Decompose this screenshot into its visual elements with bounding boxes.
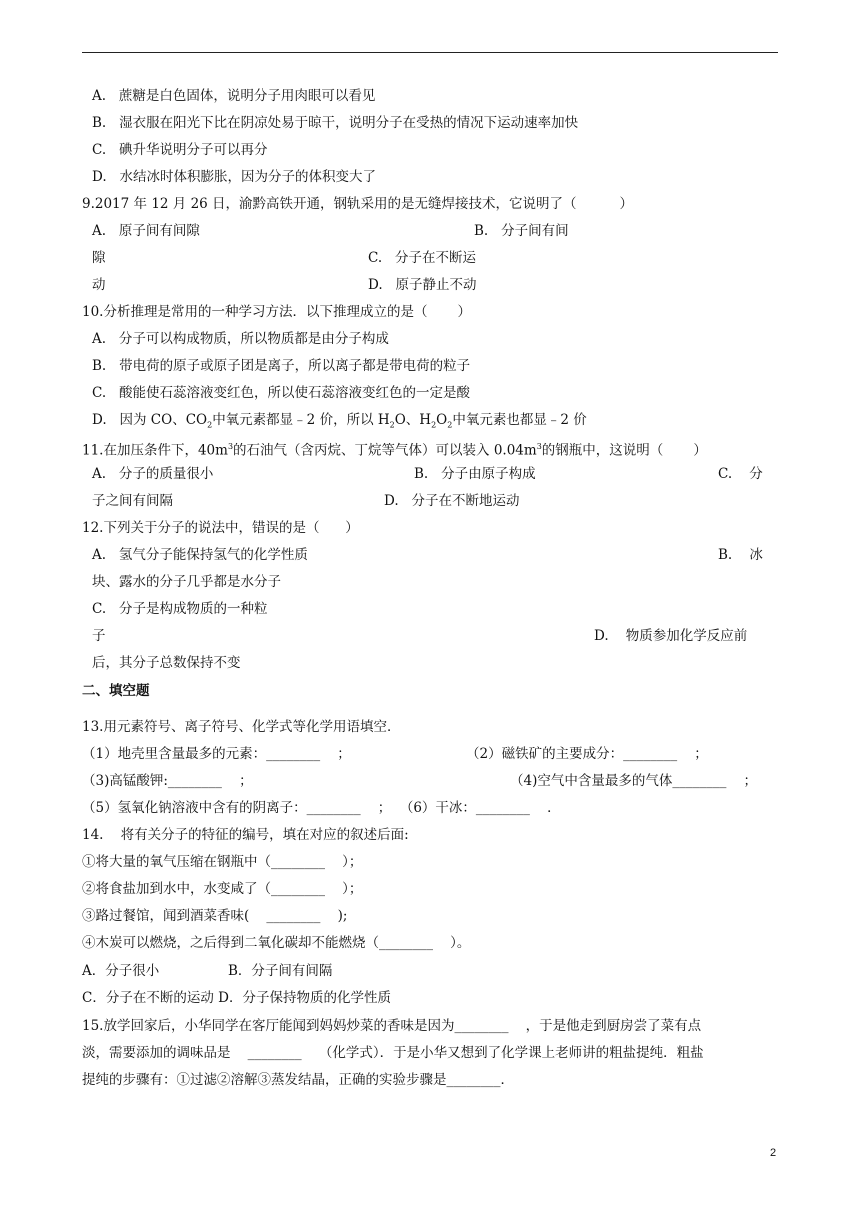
- q15-line-3: 提纯的步骤有：①过滤②溶解③蒸发结晶，正确的实验步骤是________．: [82, 1072, 514, 1088]
- q13-blank-2: （2）磁铁矿的主要成分：________ ；: [466, 746, 708, 762]
- q8-option-a: A. 蔗糖是白色固体，说明分子用肉眼可以看见: [92, 88, 376, 104]
- q11-stem: 11.在加压条件下，$40m^3$的石油气（含丙烷、丁烷等气体）可以装入 $0.04m^3$的钢瓶中，这说明（ ）: [82, 442, 707, 459]
- q12-option-c-cont: 子: [92, 628, 106, 644]
- page-number: 2: [770, 1147, 777, 1159]
- q12-option-a: A. 氢气分子能保持氢气的化学性质: [92, 547, 308, 563]
- q8-option-b: B. 湿衣服在阳光下比在阴凉处易于晾干，说明分子在受热的情况下运动速率加快: [92, 115, 579, 131]
- q14-option-a: A．分子很小: [82, 963, 160, 979]
- q15-line-2: 淡，需要添加的调味品是 ________ （化学式）．于是小华又想到了化学课上老师讲的粗盐提纯．粗盐: [82, 1045, 704, 1061]
- q11-option-c: C. 分: [718, 466, 763, 482]
- q15-line-1: 15.放学回家后，小华同学在客厅能闻到妈妈炒菜的香味是因为________ ，于是他走到厨房尝了菜有点: [82, 1018, 702, 1034]
- q10-stem: 10.分析推理是常用的一种学习方法．以下推理成立的是（ ）: [82, 304, 472, 320]
- q13-stem: 13.用元素符号、离子符号、化学式等化学用语填空．: [82, 719, 401, 735]
- q14-option-b: B．分子间有间隔: [228, 963, 333, 979]
- q14-stem: 14. 将有关分子的特征的编号，填在对应的叙述后面:: [82, 827, 409, 843]
- q11-option-d: D. 分子在不断地运动: [384, 493, 520, 509]
- q9-stem: 9.2017 年 12 月 26 日，渝黔高铁开通，钢轨采用的是无缝焊接技术，它说明了（ ）: [82, 196, 633, 212]
- q12-option-b-cont: 块、露水的分子几乎都是水分子: [92, 574, 281, 590]
- q13-blank-1: （1）地壳里含量最多的元素：________ ；: [82, 746, 351, 762]
- q14-item-4: ④木炭可以燃烧，之后得到二氧化碳却不能燃烧（________ ）。: [82, 935, 471, 951]
- q9-option-a: A. 原子间有间隙: [92, 223, 200, 239]
- q9-option-d: D. 原子静止不动: [368, 277, 477, 293]
- section-heading-fill-in: 二、填空题: [82, 683, 150, 699]
- q10-option-b: B. 带电荷的原子或原子团是离子，所以离子都是带电荷的粒子: [92, 358, 471, 374]
- q14-item-1: ①将大量的氧气压缩在钢瓶中（________ ）；: [82, 854, 363, 870]
- q11-option-a: A. 分子的质量很小: [92, 466, 214, 482]
- q12-option-d-cont: 后，其分子总数保持不变: [92, 655, 241, 671]
- q11-option-c-cont: 子之间有间隔: [92, 493, 173, 509]
- q9-option-c: C. 分子在不断运: [368, 250, 477, 266]
- q13-blank-4: （4)空气中含量最多的气体________ ；: [510, 773, 758, 789]
- q14-option-c-d: C．分子在不断的运动 D．分子保持物质的化学性质: [82, 990, 391, 1006]
- q10-option-d: D. 因为 CO、$CO_2$中氧元素都显﹣2 价，所以 $H_2O$、$H_2O_2$中氧元素也都显﹣2 价: [92, 412, 587, 430]
- q8-option-c: C. 碘升华说明分子可以再分: [92, 142, 268, 158]
- q8-option-d: D. 水结冰时体积膨胀，因为分子的体积变大了: [92, 169, 377, 185]
- q12-option-d: D. 物质参加化学反应前: [594, 628, 748, 644]
- q12-option-b: B. 冰: [718, 547, 763, 563]
- q9-option-b: B. 分子间有间: [474, 223, 569, 239]
- q13-blank-5-6: （5）氢氧化钠溶液中含有的阴离子：________ ； （6）干冰：________ ．: [82, 800, 561, 816]
- q9-option-b-cont: 隙: [92, 250, 106, 266]
- q11-option-b: B. 分子由原子构成: [414, 466, 536, 482]
- q10-option-c: C. 酸能使石蕊溶液变红色，所以使石蕊溶液变红色的一定是酸: [92, 385, 471, 401]
- q9-option-c-cont: 动: [92, 277, 106, 293]
- q13-blank-3: （3)高锰酸钾:________ ；: [82, 773, 253, 789]
- q10-option-a: A. 分子可以构成物质，所以物质都是由分子构成: [92, 331, 389, 347]
- header-rule: [82, 52, 778, 53]
- q14-item-3: ③路过餐馆，闻到酒菜香味( ________ );: [82, 908, 348, 924]
- q12-stem: 12.下列关于分子的说法中，错误的是（ ）: [82, 520, 359, 536]
- q14-item-2: ②将食盐加到水中，水变咸了（________ ）；: [82, 881, 363, 897]
- q12-option-c: C. 分子是构成物质的一种粒: [92, 601, 268, 617]
